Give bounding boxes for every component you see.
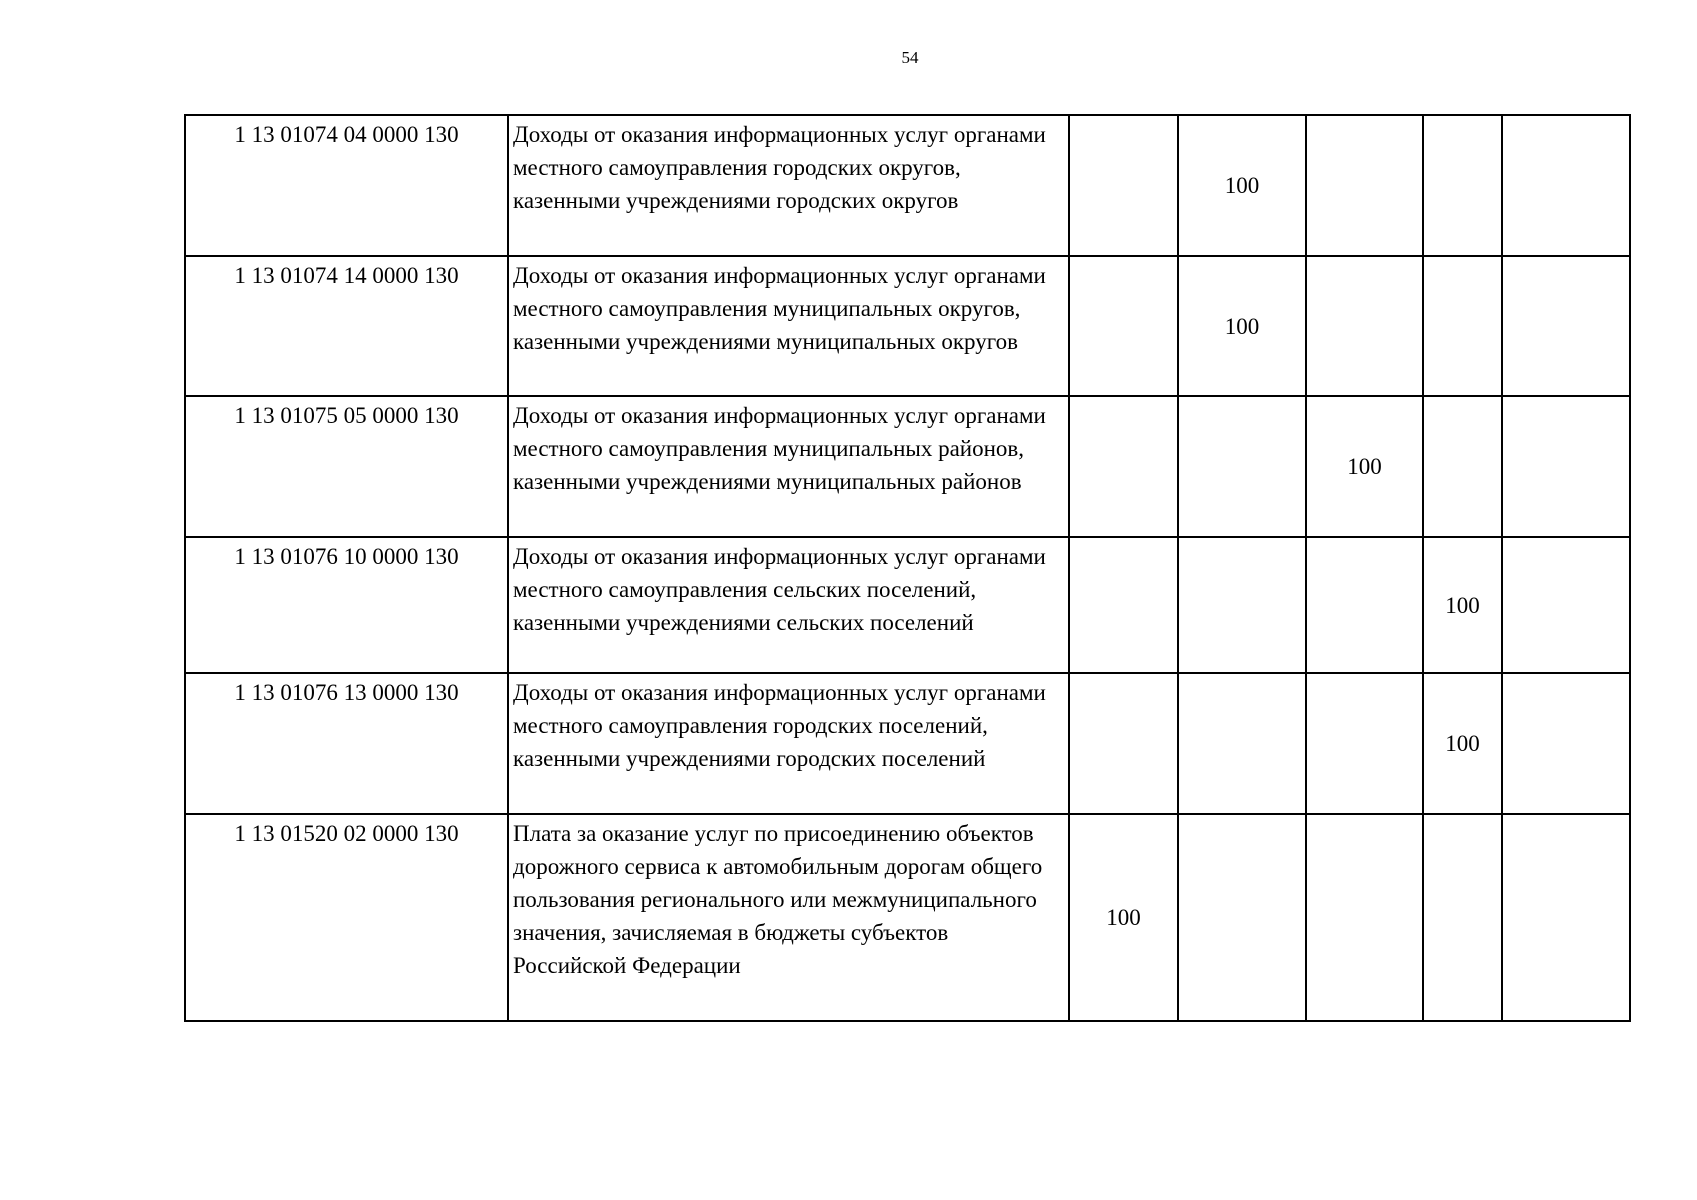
value-cell-4: 100 (1423, 673, 1502, 814)
revenue-name-cell: Доходы от оказания информационных услуг органами местного самоуправления городских округов, казенными учреждениями городских округов (508, 115, 1069, 256)
value-cell-5 (1502, 673, 1630, 814)
table-row (185, 673, 1630, 814)
value-cell-2 (1178, 537, 1306, 673)
revenue-name-cell: Доходы от оказания информационных услуг органами местного самоуправления сельских поселений, казенными учреждениями сельских поселений (508, 537, 1069, 673)
revenue-name-cell: Доходы от оказания информационных услуг органами местного самоуправления городских поселений, казенными учреждениями городских поселений (508, 673, 1069, 814)
budget-code-cell: 1 13 01520 02 0000 130 (185, 814, 508, 1021)
table-row (185, 537, 1630, 673)
revenue-name-cell: Плата за оказание услуг по присоединению объектов дорожного сервиса к автомобильным дорогам общего пользования регионального или межмуниципального значения, зачисляемая в бюджеты субъектов Российской Федерации (508, 814, 1069, 1021)
revenue-distribution-table (184, 114, 1631, 1022)
value-cell-5 (1502, 396, 1630, 537)
table-row (185, 396, 1630, 537)
value-cell-5 (1502, 537, 1630, 673)
table-row (185, 256, 1630, 396)
value-cell-3 (1306, 256, 1423, 396)
value-cell-1 (1069, 537, 1178, 673)
value-cell-4 (1423, 814, 1502, 1021)
value-cell-2 (1178, 396, 1306, 537)
budget-code-cell: 1 13 01074 04 0000 130 (185, 115, 508, 256)
value-cell-2: 100 (1178, 256, 1306, 396)
revenue-name-cell: Доходы от оказания информационных услуг органами местного самоуправления муниципальных районов, казенными учреждениями муниципальных районов (508, 396, 1069, 537)
value-cell-1: 100 (1069, 814, 1178, 1021)
value-cell-3 (1306, 814, 1423, 1021)
table-row (185, 115, 1630, 256)
value-cell-3: 100 (1306, 396, 1423, 537)
value-cell-4 (1423, 256, 1502, 396)
value-cell-5 (1502, 115, 1630, 256)
page-number: 54 (901, 48, 919, 67)
value-cell-4 (1423, 396, 1502, 537)
budget-code-cell: 1 13 01075 05 0000 130 (185, 396, 508, 537)
value-cell-4: 100 (1423, 537, 1502, 673)
value-cell-3 (1306, 673, 1423, 814)
revenue-name-cell: Доходы от оказания информационных услуг органами местного самоуправления муниципальных округов, казенными учреждениями муниципальных округов (508, 256, 1069, 396)
value-cell-1 (1069, 115, 1178, 256)
value-cell-5 (1502, 814, 1630, 1021)
value-cell-2 (1178, 814, 1306, 1021)
value-cell-1 (1069, 673, 1178, 814)
table-row (185, 814, 1630, 1021)
budget-code-cell: 1 13 01074 14 0000 130 (185, 256, 508, 396)
value-cell-2 (1178, 673, 1306, 814)
value-cell-1 (1069, 396, 1178, 537)
value-cell-2: 100 (1178, 115, 1306, 256)
budget-code-cell: 1 13 01076 13 0000 130 (185, 673, 508, 814)
budget-code-cell: 1 13 01076 10 0000 130 (185, 537, 508, 673)
value-cell-5 (1502, 256, 1630, 396)
value-cell-3 (1306, 115, 1423, 256)
value-cell-4 (1423, 115, 1502, 256)
value-cell-1 (1069, 256, 1178, 396)
value-cell-3 (1306, 537, 1423, 673)
